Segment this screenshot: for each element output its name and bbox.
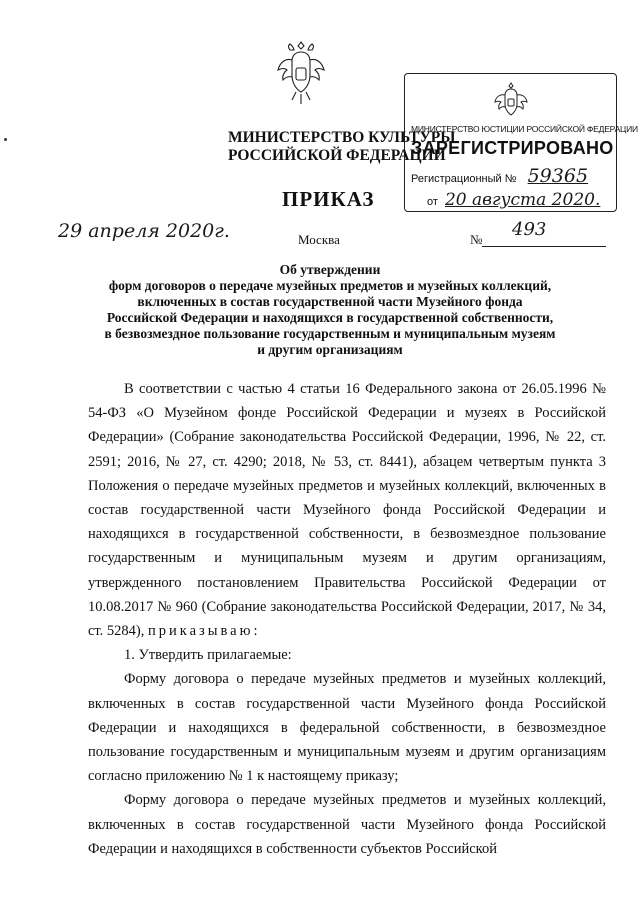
ministry-line-1: МИНИСТЕРСТВО КУЛЬТУРЫ: [228, 129, 456, 146]
stamp-reg-label: Регистрационный №: [411, 173, 517, 185]
stamp-coat-of-arms-icon: [493, 80, 529, 120]
title-line-3: включенных в состав государственной части Музейного фонда: [137, 294, 523, 309]
body-paragraph-2: 1. Утвердить прилагаемые:: [124, 647, 292, 664]
body-paragraph-4: Форму договора о передаче музейных предметов и музейных коллекций, включенных в состав государственной части Музейного фонда Российской Федерации и находящихся в собственности субъектов Российской: [88, 792, 606, 857]
stamp-registered-label: ЗАРЕГИСТРИРОВАНО: [411, 138, 614, 158]
handwritten-number: 493: [512, 219, 547, 240]
title-line-6: и другим организациям: [257, 342, 403, 357]
coat-of-arms-emblem: [276, 38, 326, 110]
stamp-date-value: 20 августа 2020.: [444, 190, 601, 210]
body-paragraph-3: Форму договора о передаче музейных предметов и музейных коллекций, включенных в состав государственной части Музейного фонда Российской Федерации и находящихся в федеральной собственности, в безвозмездное пользование государственным и муниципальным музеям и другим организациям согласно приложению № 1 к настоящему приказу;: [88, 671, 606, 785]
ministry-name: [228, 129, 455, 165]
document-type: ПРИКАЗ: [282, 187, 375, 211]
margin-mark: [4, 138, 7, 141]
paragraph-1-text: В соответствии с частью 4 статьи 16 Федерального закона от 26.05.1996 № 54-ФЗ «О Музейном фонде Российской Федерации и музеях в Российской Федерации» (Собрание законодательства Российской Федерации, 1996, № 22, ст. 2591; 2016, № 27, ст. 4290; 2018, № 53, ст. 8441), абзацем четвертым пункта 3 Положения о передаче музейных предметов и музейных коллекций, включенных в состав государственной части Музейного фонда Российской Федерации и находящихся в государственной собственности, в безвозмездное пользование государственным и муниципальным музеям и другим организациям, утвержденного постановлением Правительства Российской Федерации от 10.08.2017 № 960 (Собрание законодательства Российской Федерации, 2017, № 34, ст. 5284),: [88, 381, 606, 640]
stamp-date-row: [427, 190, 600, 210]
title-line-4: Российской Федерации и находящихся в государственной собственности,: [106, 310, 554, 325]
document-body: [88, 377, 606, 861]
title-line-5: в безвозмездное пользование государственным и муниципальным музеям: [104, 326, 556, 341]
document-title: [60, 262, 600, 358]
handwritten-date: 29 апреля 2020г.: [58, 220, 230, 242]
paragraph-1-end: приказываю:: [148, 623, 261, 640]
number-label: №: [470, 232, 483, 247]
body-paragraph-1: [88, 377, 606, 643]
title-line-1: Об утверждении: [279, 262, 381, 277]
title-line-2: форм договоров о передаче музейных предметов и музейных коллекций,: [108, 278, 552, 293]
city-label: Москва: [298, 232, 340, 247]
stamp-reg-number: 59365: [527, 165, 589, 187]
stamp-date-prefix: от: [427, 196, 438, 208]
stamp-ministry-label: МИНИСТЕРСТВО ЮСТИЦИИ РОССИЙСКОЙ ФЕДЕРАЦИИ: [411, 124, 638, 134]
stamp-reg-row: [411, 165, 588, 187]
ministry-line-2: РОССИЙСКОЙ ФЕДЕРАЦИИ: [228, 147, 446, 164]
number-underline: [482, 246, 606, 247]
